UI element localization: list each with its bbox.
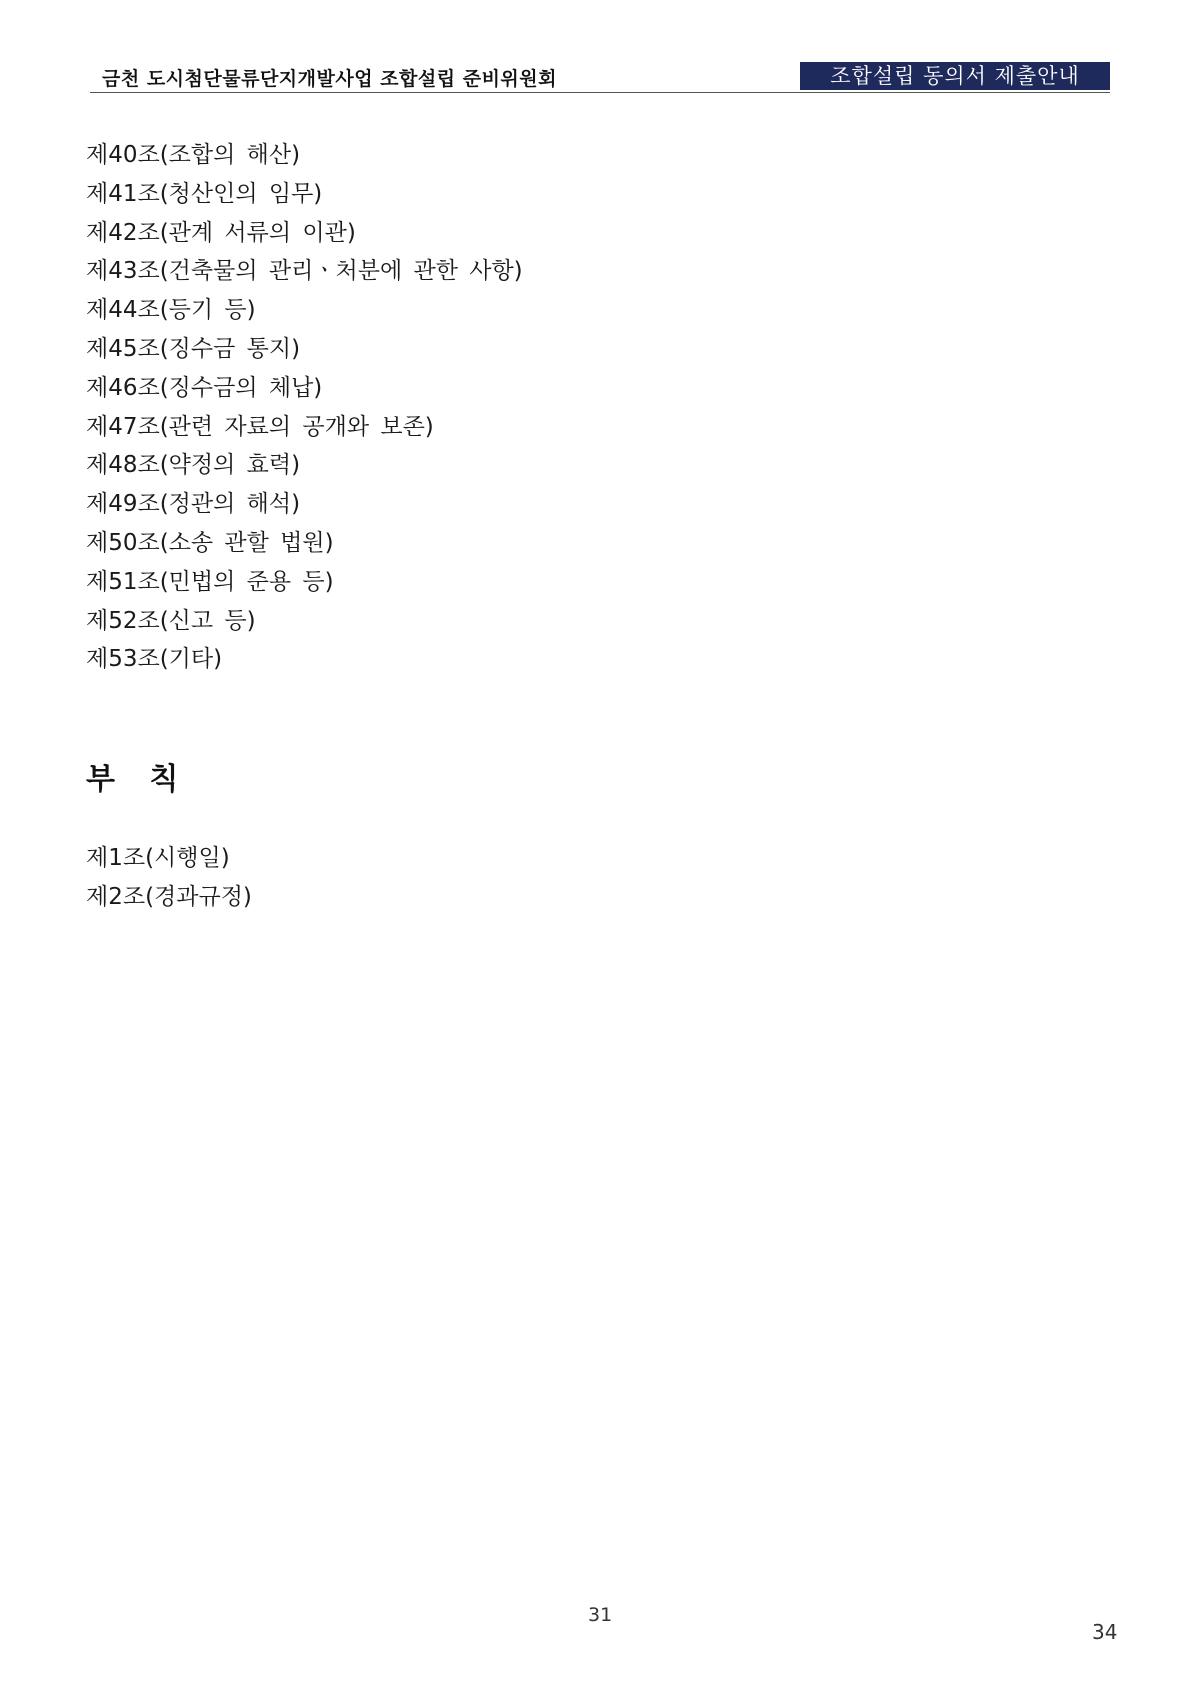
article-item: 제50조(소송 관할 법원) [86, 529, 334, 556]
article-item: 제41조(청산인의 임무) [86, 180, 323, 207]
page-header [90, 62, 1110, 93]
article-item: 제44조(등기 등) [86, 297, 256, 324]
article-item: 제53조(기타) [86, 646, 223, 673]
header-organization-title: 금천 도시첨단물류단지개발사업 조합설립 준비위원회 [102, 68, 557, 90]
article-item: 제46조(징수금의 체납) [86, 374, 323, 401]
supplement-item: 제2조(경과규정) [86, 884, 252, 910]
article-item: 제51조(민법의 준용 등) [86, 568, 334, 595]
supplement-list [86, 839, 252, 917]
article-list [86, 136, 523, 679]
article-item: 제52조(신고 등) [86, 607, 256, 634]
outer-page-number: 34 [1092, 1620, 1118, 1644]
article-item: 제43조(건축물의 관리ㆍ처분에 관한 사항) [86, 258, 523, 285]
article-item: 제47조(관련 자료의 공개와 보존) [86, 413, 434, 440]
article-item: 제40조(조합의 해산) [86, 142, 301, 168]
inner-page-number: 31 [588, 1604, 613, 1626]
article-item: 제45조(징수금 통지) [86, 335, 301, 362]
article-item: 제42조(관계 서류의 이관) [86, 219, 356, 246]
article-item: 제48조(약정의 효력) [86, 452, 301, 479]
header-section-badge: 조합설립 동의서 제출안내 [800, 62, 1110, 90]
supplement-item: 제1조(시행일) [86, 845, 230, 871]
article-item: 제49조(정관의 해석) [86, 491, 301, 518]
supplement-section-title: 부 칙 [86, 762, 181, 797]
